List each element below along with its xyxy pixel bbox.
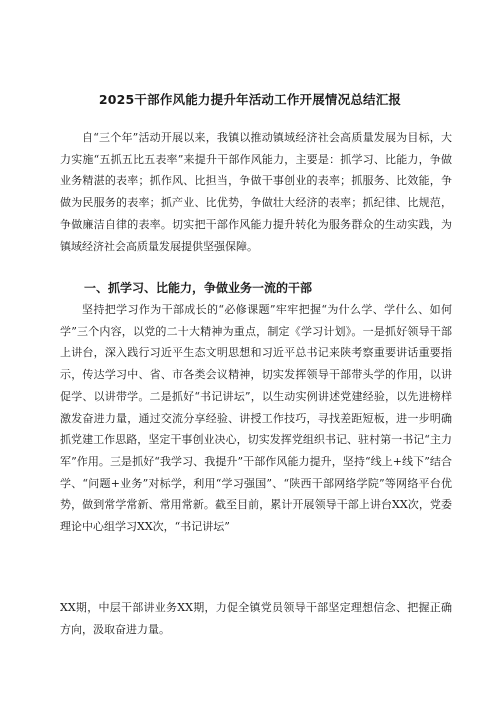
section-continued-paragraph: XX期，中层干部讲业务XX期，力促全镇党员领导干部坚定理想信念、把握正确方向，汲取奋进力量。 [60, 601, 452, 636]
section-body-paragraph: 坚持把学习作为干部成长的“必修课题”牢牢把握“为什么学、学什么、如何学”三个内容，以党的二十大精神为重点，制定《学习计划》。一是抓好领导干部上讲台，深入践行习近平生态文明思想和习近平总书记来陕考察重要讲话重要指示，传达学习中、省、市各类会议精神，切实发挥领导干部带头学的作用，以讲促学、以讲带学。二是抓好“书记讲坛”，以生动实例讲述党建经验，以先进榜样激发奋进力量，通过交流分享经验、讲授工作技巧，寻找差距短板，进一步明确抓党建工作思路，坚定干事创业决心，切实发挥党组织书记、驻村第一书记“主力军”作用。三是抓好“我学习、我提升”干部作风能力提升，坚持“线上+线下”结合学、“问题+业务”对标学，利用“学习强国”、“陕西干部网络学院”等网络平台优势，做到常学常新、常用常新。截至目前，累计开展领导干部上讲台XX次，党委理论中心组学习XX次，“书记讲坛” [60, 303, 452, 534]
intro-paragraph: 自“三个年”活动开展以来，我镇以推动镇域经济社会高质量发展为目标，大力实施“五抓五比五表率”来提升干部作风能力，主要是：抓学习、比能力，争做业务精湛的表率；抓作风、比担当，争做干事创业的表率；抓服务、比效能，争做为民服务的表率；抓产业、比优势，争做壮大经济的表率；抓纪律、比规范，争做廉洁自律的表率。切实把干部作风能力提升转化为服务群众的生动实践，为镇域经济社会高质量发展提供坚强保障。 [60, 131, 452, 253]
document-title: 2025干部作风能力提升年活动工作开展情况总结汇报 [98, 92, 402, 107]
section-heading: 一、抓学习、比能力，争做业务一流的干部 [84, 281, 313, 295]
